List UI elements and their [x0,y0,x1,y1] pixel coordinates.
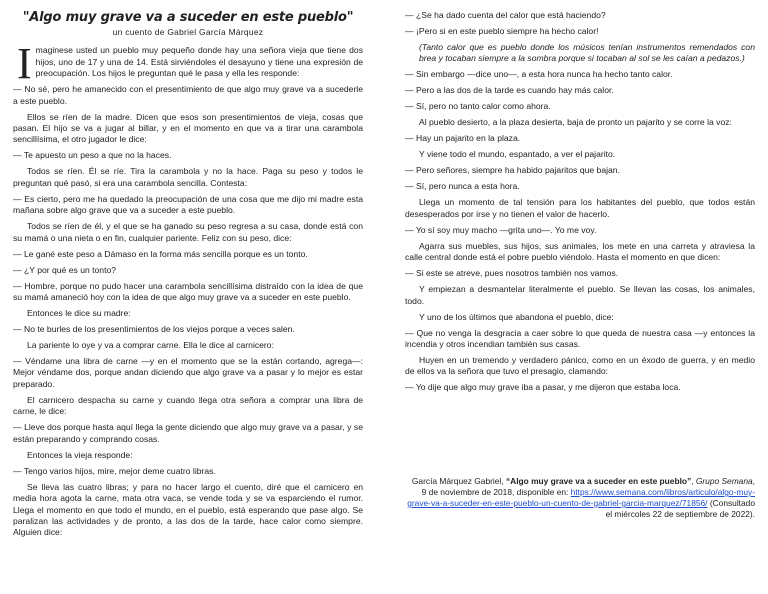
dialogue-line: — Le gané este peso a Dámaso en la forma más sencilla porque es un tonto. [13,248,308,259]
dialogue-line: — No sé, pero he amanecido con el presentimiento de que algo muy grave va a sucederle a este pueblo. [13,84,363,106]
paragraph: El carnicero despacha su carne y cuando llega otra señora a comprar una libra de carne, le dice: [13,394,363,417]
citation-work-title: “Algo muy grave va a suceder en este pueblo” [505,476,692,486]
citation-link[interactable]: https://www.semana.com/libros/articulo/algo-muy-grave-va-a-suceder-en-este-pueblo-un-cuento-de-gabriel-garcia-marquez/71856/ [407,487,755,508]
left-column [13,10,363,543]
drop-cap: I [17,39,32,89]
dialogue-line: — Lleve dos porque hasta aquí llega la gente diciendo que algo muy grave va a pasar, y se están preparando y comprando cosas. [13,422,363,444]
dialogue-line: — Que no venga la desgracia a caer sobre lo que queda de nuestra casa —y entonces la incendia y otros incendian también sus casas. [405,327,755,350]
left-body [13,39,363,538]
story-subtitle: un cuento de Gabriel García Márquez [112,27,264,37]
dialogue-line: — Es cierto, pero me ha quedado la preocupación de una cosa que me dijo mi madre esta mañana sobre algo grave que va a suceder a este pueblo. [13,193,363,216]
dialogue-line: — Hombre, porque no pudo hacer una carambola sencillísima distraído con la idea de que su mamá amaneció hoy con la idea de que algo muy grave va a suceder en este pueblo. [13,280,363,303]
paragraph: (Tanto calor que es pueblo donde los músicos tenían instrumentos remendados con brea y tocaban siempre a la sombra porque si tocaban al sol se les caían a pedazos.) [419,42,755,64]
citation-date: , 9 de noviembre de 2018, disponible en: [421,476,755,497]
paragraph: Y viene todo el mundo, espantado, a ver el pajarito. [419,149,616,160]
paragraph: Entonces la vieja responde: [27,449,133,460]
paragraph: Todos se ríen de él, y el que se ha ganado su peso regresa a su casa, donde está con su mamá o una nieta o en fin, cualquier pariente. Feliz con su peso, dice: [13,221,363,243]
citation-source: Grupo Semana [695,476,753,486]
dialogue-line: — Sí, pero nunca a esta hora. [405,181,520,192]
dialogue-line: — Hay un pajarito en la plaza. [405,133,521,144]
dialogue-line: — No te burles de los presentimientos de los viejos porque a veces salen. [13,324,295,335]
dialogue-line: — ¿Y por qué es un tonto? [13,264,117,275]
paragraph: Y uno de los últimos que abandona el pueblo, dice: [419,311,614,322]
dialogue-line: — Sí, pero no tanto calor como ahora. [405,101,551,112]
paragraph: Y empiezan a desmantelar literalmente el pueblo. Se llevan las cosas, los animales, todo. [405,284,755,306]
dialogue-line: — ¡Pero si en este pueblo siempre ha hecho calor! [405,26,599,36]
dialogue-line: — Sin embargo —dice uno—, a esta hora nunca ha hecho tanto calor. [405,69,673,80]
paragraph: Agarra sus muebles, sus hijos, sus animales, los mete en una carreta y atraviesa la calle central donde está el pobre pueblo viéndolo. Hasta el momento en que dicen: [405,240,755,263]
dialogue-line: — Si este se atreve, pues nosotros también nos vamos. [405,268,619,279]
dialogue-line: — Tengo varios hijos, mire, mejor deme cuatro libras. [13,465,216,476]
citation-sep: , [691,476,696,486]
dialogue-line: — Te apuesto un peso a que no la haces. [13,150,172,161]
paragraph: Llega un momento de tal tensión para los habitantes del pueblo, que todos están desesperados por irse y no tienen el valor de hacerlo. [405,197,755,219]
paragraph: Se lleva las cuatro libras; y para no hacer largo el cuento, diré que el carnicero en media hora agota la carne, mata otra vaca, se vende toda y se va esparciendo el rumor. Llega el momento en que todo el mundo, en el pueblo, está esperando que pase algo. Se paralizan las actividades y de pronto, a las dos de la tarde, hace calor como siempre. Alguien dice: [13,481,363,538]
opening-paragraph [13,39,363,89]
story-title: "Algo muy grave va a suceder en este pueblo" [22,10,354,25]
dialogue-line: — Pero a las dos de la tarde es cuando hay más calor. [405,85,614,96]
dialogue-line: — Pero señores, siempre ha habido pajaritos que bajan. [405,165,620,176]
right-body [405,10,755,394]
citation-author: García Márquez Gabriel, [411,476,506,486]
paragraph: Ellos se ríen de la madre. Dicen que esos son presentimientos de vieja, cosas que pasan. El hijo se va a jugar al billar, y en el momento en que va a tirar una carambola sencillísima, el otro jugador le dice: [13,111,363,145]
paragraph: Entonces le dice su madre: [27,308,131,319]
paragraph: Todos se ríen. Él se ríe. Tira la carambola y no la hace. Paga su peso y todos le preguntan qué pasó, si era una carambola sencilla. Contesta: [13,166,363,188]
paragraph: La pariente lo oye y va a comprar carne. Ella le dice al carnicero: [27,340,274,351]
dialogue-line: — Yo sí soy muy macho —grita uno—. Yo me voy. [405,224,597,235]
dialogue-line: — ¿Se ha dado cuenta del calor que está haciendo? [405,10,606,20]
dialogue-line: — Yo dije que algo muy grave iba a pasar, y me dijeron que estaba loca. [405,382,681,393]
dialogue-line: — Véndame una libra de carne —y en el momento que se la están cortando, agrega—: Mejor véndame dos, porque andan diciendo que algo grave va a pasar y lo mejor es estar preparado. [13,356,363,389]
paragraph: Al pueblo desierto, a la plaza desierta, baja de pronto un pajarito y se corre la voz: [419,117,732,128]
citation [405,476,755,520]
opening-text: maginese usted un pueblo muy pequeño donde hay una señora vieja que tiene dos hijos, uno de 17 y una de 14. Está sirviéndoles el desayuno y tiene una expresión de preocupación. Los hijos le preguntan qué le pasa y ella les responde: [35,45,363,79]
right-column [405,10,755,398]
paragraph: Huyen en un tremendo y verdadero pánico, como en un éxodo de guerra, y en medio de ellos va la señora que tuvo el presagio, clamando: [405,355,755,377]
citation-consulted: (Consultado el miércoles 22 de septiembre de 2022). [605,498,755,519]
